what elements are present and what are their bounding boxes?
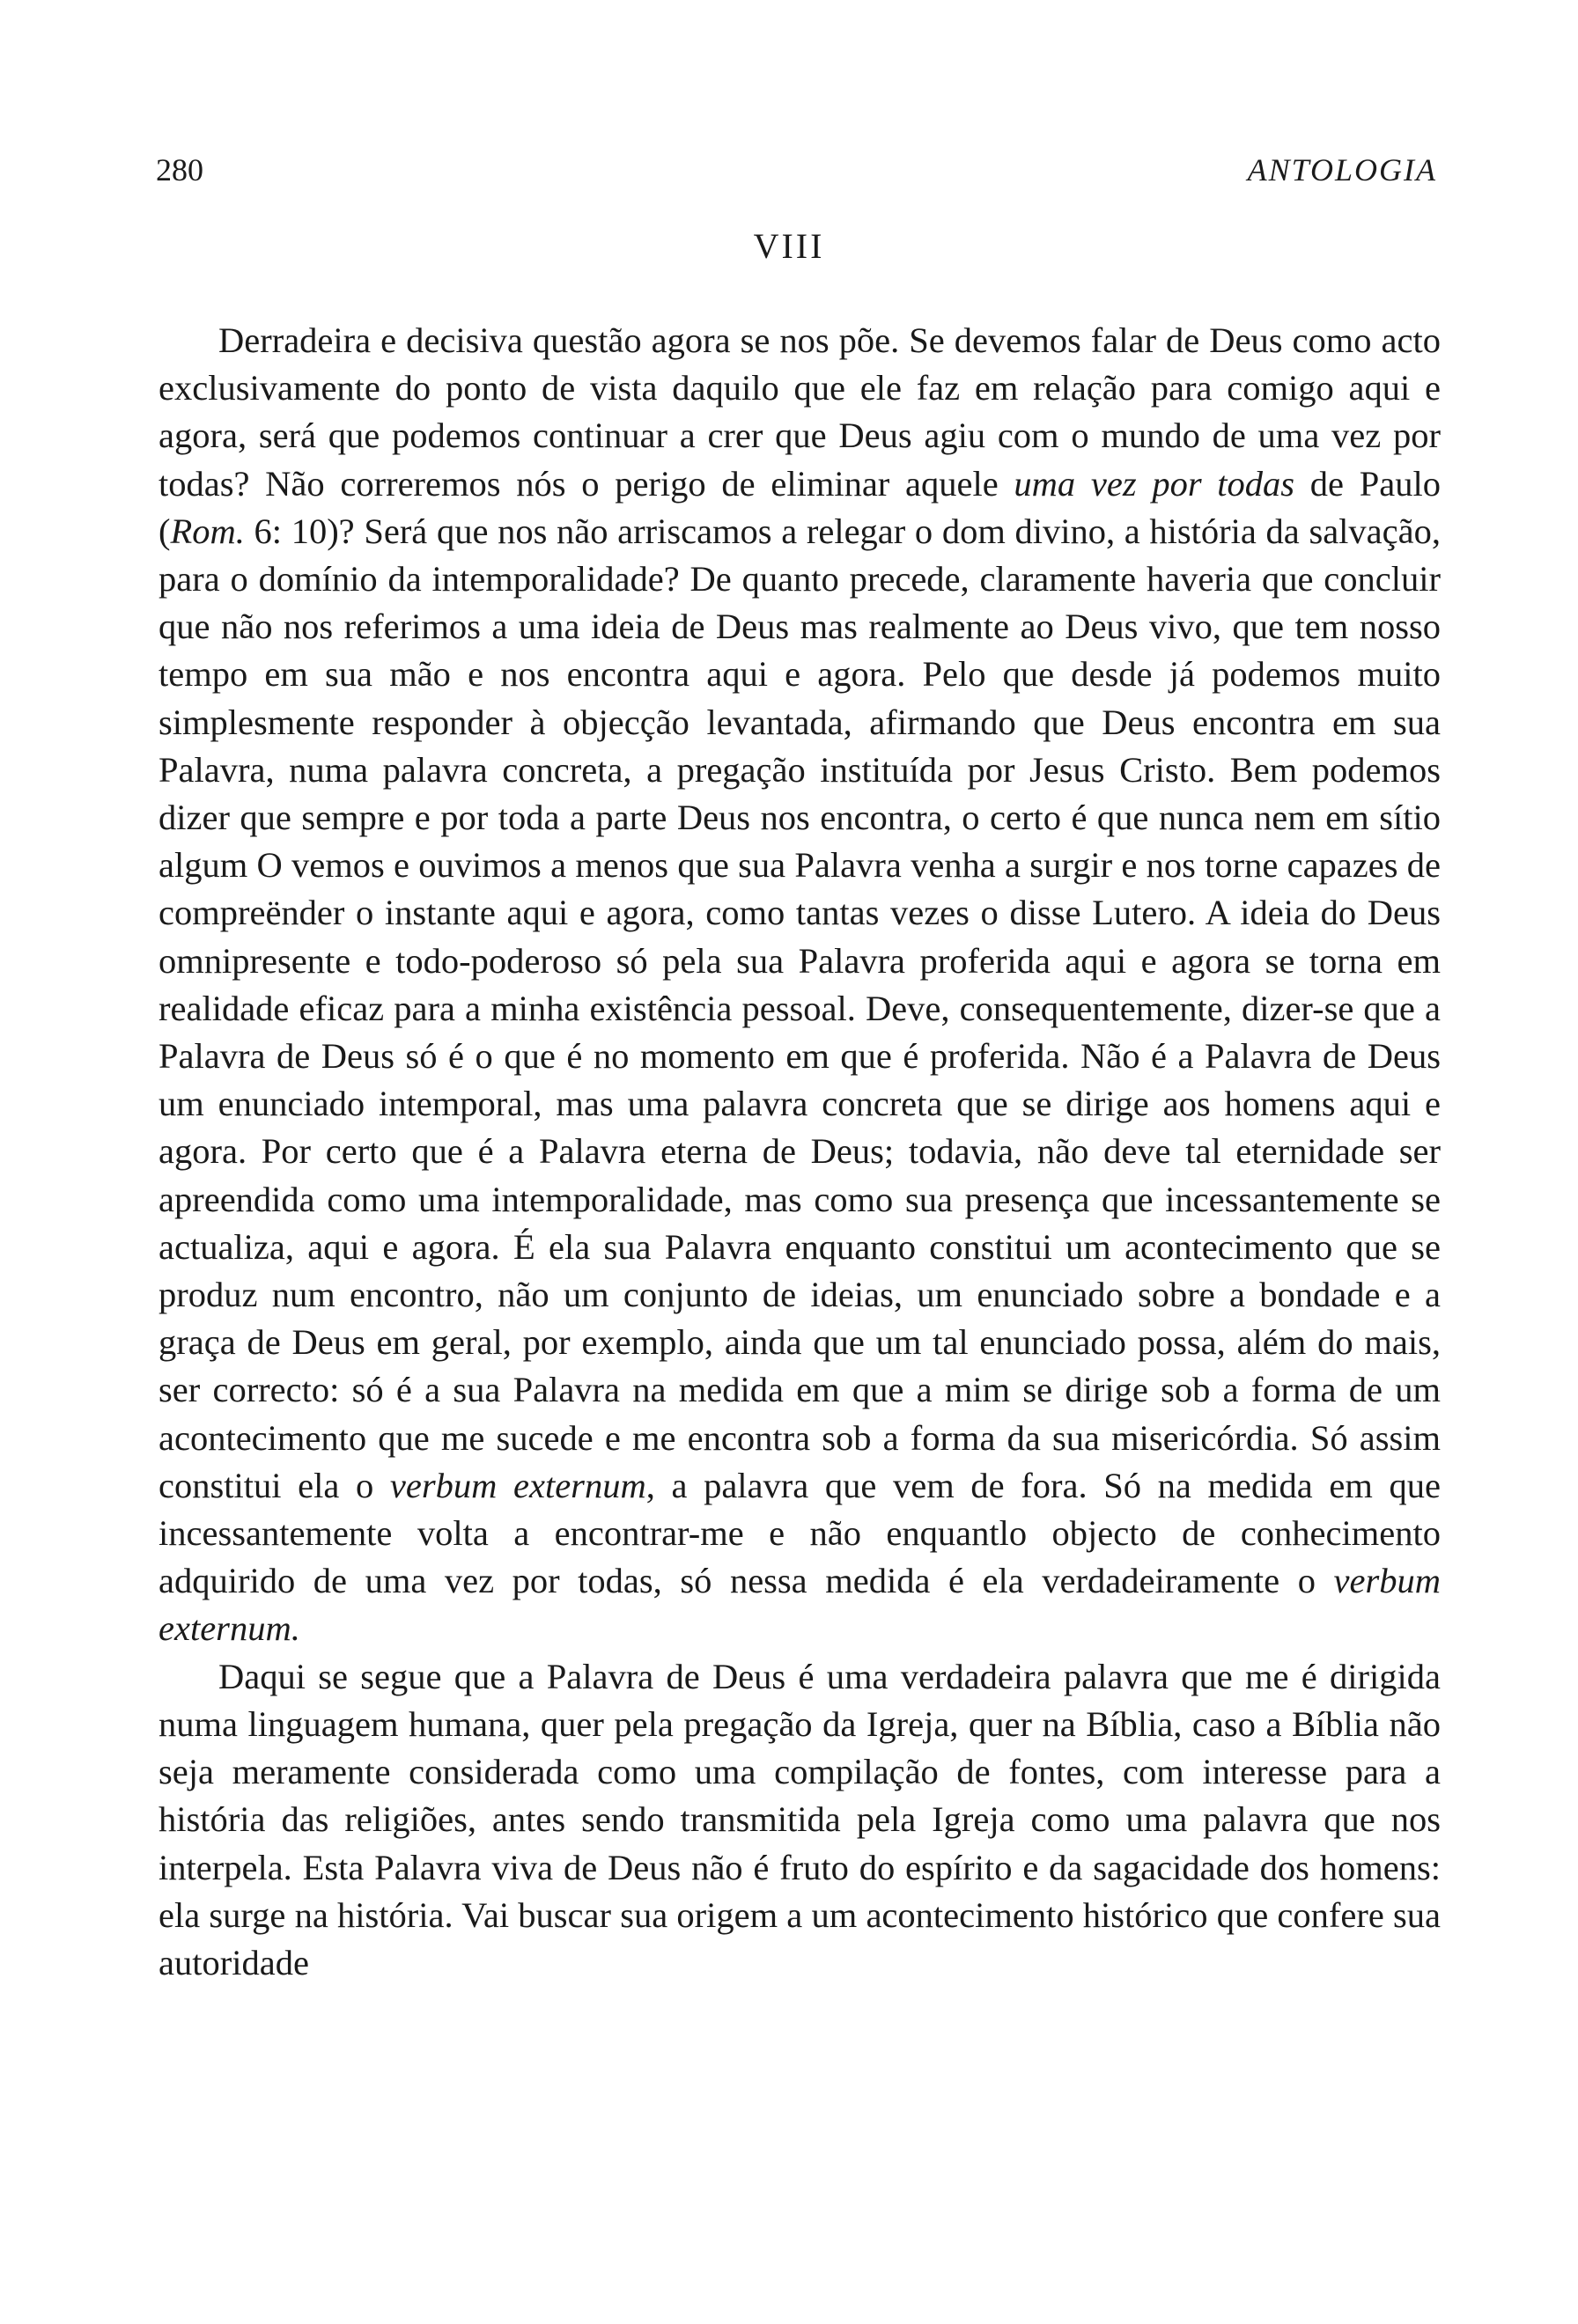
- paragraph: [159, 317, 1441, 1653]
- italic-text-segment: verbum externum.: [159, 1561, 1441, 1649]
- page-number: 280: [156, 152, 203, 188]
- section-heading: VIII: [753, 226, 825, 266]
- italic-text-segment: Rom.: [170, 511, 245, 551]
- text-segment: Derradeira e decisiva questão agora se nos põe. Se devemos falar de Deus como acto exclusivamente do ponto de vista daquilo que ele faz em relação para comigo aqui e agora, será que podemos continuar a crer que Deus agiu com o mundo de uma vez por todas? Não correremos nós o perigo de eliminar aquele: [159, 320, 1441, 504]
- paragraph: [159, 1653, 1441, 1987]
- text-segment: 6: 10)? Será que nos não arriscamos a relegar o dom divino, a história da salvação, para o domínio da intemporalidade? De quanto precede, claramente haveria que concluir que não nos referimos a uma ideia de Deus mas realmente ao Deus vivo, que tem nosso tempo em sua mão e nos encontra aqui e agora. Pelo que desde já podemos muito simplesmente responder à objecção levantada, afirmando que Deus encontra em sua Palavra, numa palavra concreta, a pregação instituída por Jesus Cristo. Bem podemos dizer que sempre e por toda a parte Deus nos encontra, o certo é que nunca nem em sítio algum O vemos e ouvimos a menos que sua Palavra venha a surgir e nos torne capazes de compreënder o instante aqui e agora, como tantas vezes o disse Lutero. A ideia do Deus omnipresente e todo-poderoso só pela sua Palavra proferida aqui e agora se torna em realidade eficaz para a minha existência pessoal. Deve, consequentemente, dizer-se que a Palavra de Deus só é o que é no momento em que é proferida. Não é a Palavra de Deus um enunciado intemporal, mas uma palavra concreta que se dirige aos homens aqui e agora. Por certo que é a Palavra eterna de Deus; todavia, não deve tal eternidade ser apreendida como uma intemporalidade, mas como sua presença que incessantemente se actualiza, aqui e agora. É ela sua Palavra enquanto constitui um acontecimento que se produz num encontro, não um conjunto de ideias, um enunciado sobre a bondade e a graça de Deus em geral, por exemplo, ainda que um tal enunciado possa, além do mais, ser correcto: só é a sua Palavra na medida em que a mim se dirige sob a forma de um acontecimento que me sucede e me encontra sob a forma da sua misericórdia. Só assim constitui ela o: [159, 511, 1441, 1505]
- italic-text-segment: verbum externum: [389, 1465, 646, 1505]
- book-title: ANTOLOGIA: [1247, 152, 1437, 188]
- text-segment: , a palavra que vem de fora. Só na medida em que incessantemente volta a encontrar-me e não enquantlo objecto de conhecimento adquirido de uma vez por todas, só nessa medida é ela verdadeiramente o: [159, 1465, 1441, 1601]
- body-text: [159, 317, 1441, 1987]
- running-head: [156, 148, 1437, 192]
- text-segment: Daqui se segue que a Palavra de Deus é uma verdadeira palavra que me é dirigida numa linguagem humana, quer pela pregação da Igreja, quer na Bíblia, caso a Bíblia não seja meramente considerada como uma compilação de fontes, com interesse para a história das religiões, antes sendo transmitida pela Igreja como uma palavra que nos interpela. Esta Palavra viva de Deus não é fruto do espírito e da sagacidade dos homens: ela surge na história. Vai buscar sua origem a um acontecimento histórico que confere sua autoridade: [159, 1656, 1441, 1982]
- italic-text-segment: uma vez por todas: [1014, 463, 1295, 504]
- text-segment: de Paulo (: [159, 463, 1441, 551]
